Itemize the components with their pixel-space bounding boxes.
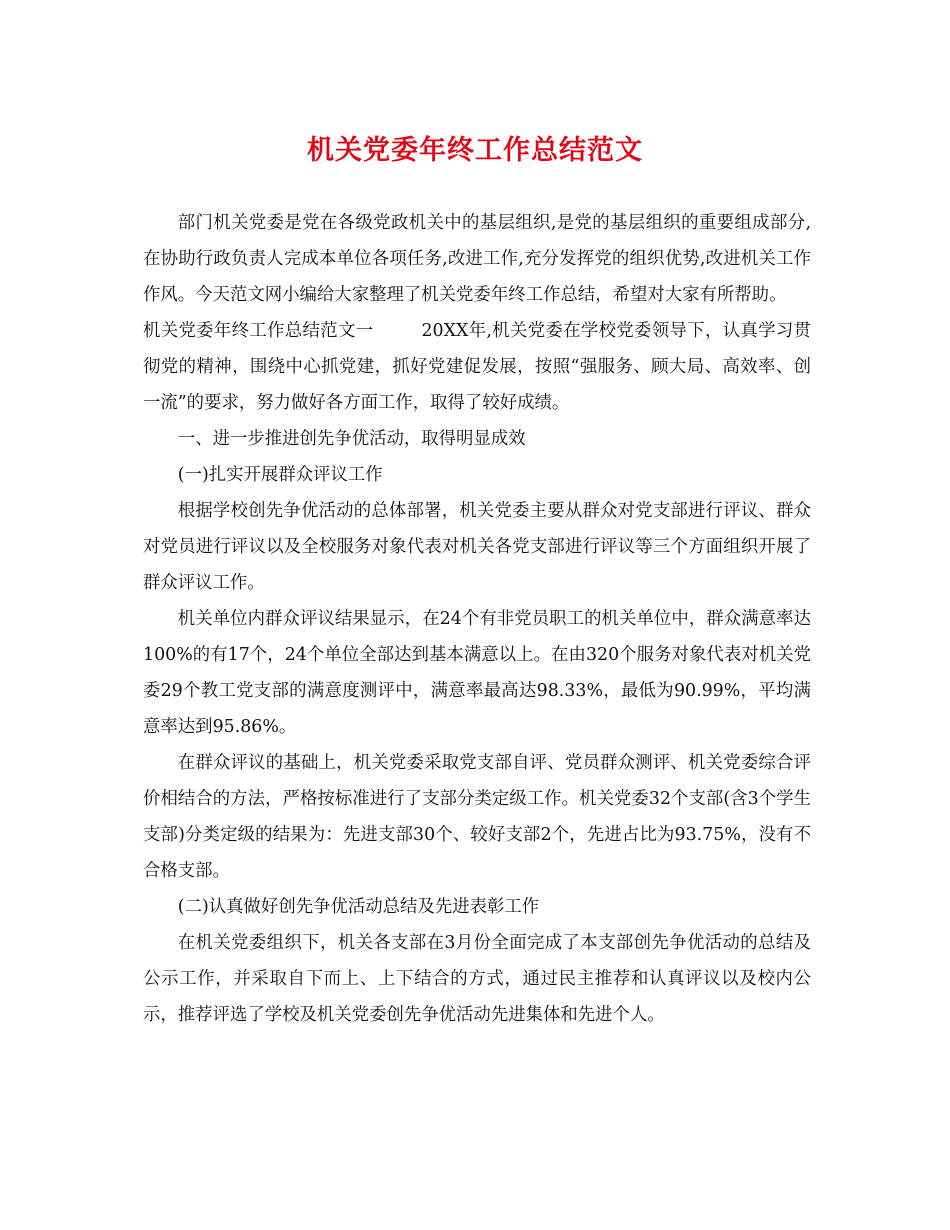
section-label: 机关党委年终工作总结范文一 (143, 321, 374, 341)
page-title: 机关党委年终工作总结范文 (307, 135, 643, 166)
paragraph-2: 机关单位内群众评议结果显示，在24个有非党员职工的机关单位中，群众满意率达100%的有17个，24个单位全部达到基本满意以上。在由320个服务对象代表对机关党委29个教工党支部的满意度测评中，满意率最高达98.33%，最低为90.99%，平均满意率达到95.86%。 (143, 609, 811, 737)
subheading-2: (二)认真做好创先争优活动总结及先进表彰工作 (177, 897, 540, 917)
paragraph-3: 在群众评议的基础上，机关党委采取党支部自评、党员群众测评、机关党委综合评价相结合的方法，严格按标准进行了支部分类定级工作。机关党委32个支部(含3个学生支部)分类定级的结果为：先进支部30个、较好支部2个，先进占比为93.75%，没有不合格支部。 (143, 753, 811, 881)
document-body (143, 205, 811, 1033)
subheading-1: (一)扎实开展群众评议工作 (177, 465, 383, 485)
section-paragraph (143, 313, 811, 421)
paragraph-4: 在机关党委组织下，机关各支部在3月份全面完成了本支部创先争优活动的总结及公示工作，并采取自下而上、上下结合的方式，通过民主推荐和认真评议以及校内公示，推荐评选了学校及机关党委创先争优活动先进集体和先进个人。 (143, 933, 811, 1025)
section-text: 20XX年,机关党委在学校党委领导下，认真学习贯彻党的精神，围绕中心抓党建，抓好党建促发展，按照“强服务、顾大局、高效率、创一流”的要求，努力做好各方面工作，取得了较好成绩。 (143, 321, 811, 413)
paragraph-1: 根据学校创先争优活动的总体部署，机关党委主要从群众对党支部进行评议、群众对党员进行评议以及全校服务对象代表对机关各党支部进行评议等三个方面组织开展了群众评议工作。 (143, 501, 811, 593)
heading-1: 一、进一步推进创先争优活动，取得明显成效 (177, 429, 526, 449)
intro-paragraph: 部门机关党委是党在各级党政机关中的基层组织,是党的基层组织的重要组成部分,在协助行政负责人完成本单位各项任务,改进工作,充分发挥党的组织优势,改进机关工作作风。今天范文网小编给大家整理了机关党委年终工作总结，希望对大家有所帮助。 (143, 213, 811, 305)
